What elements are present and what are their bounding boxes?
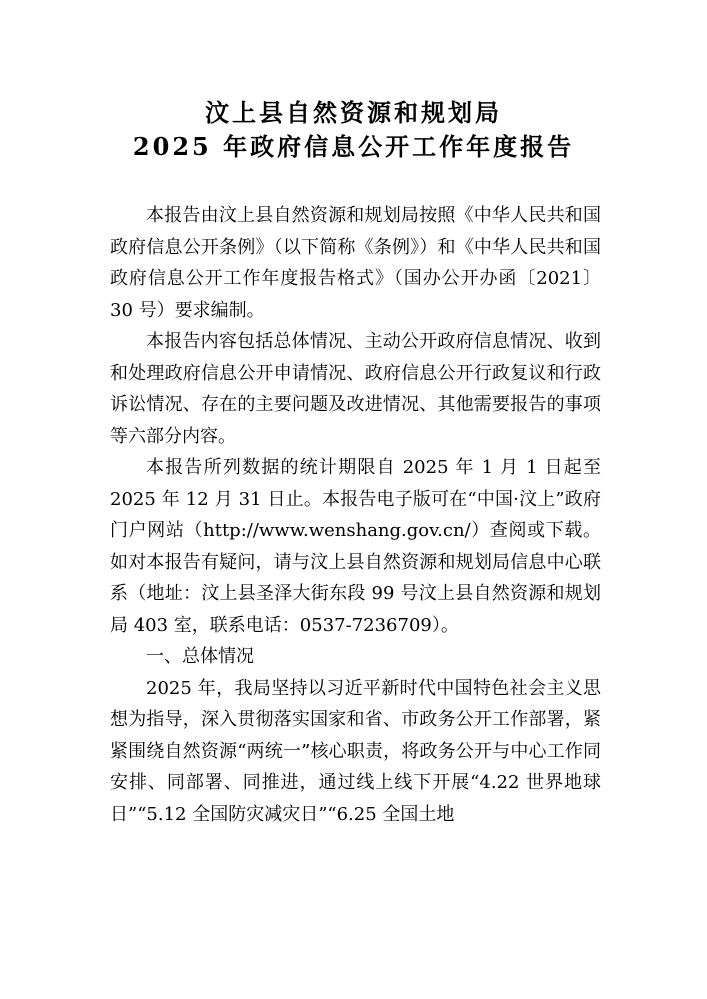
- report-body: [110, 200, 601, 830]
- intro-paragraph-1: 本报告由汶上县自然资源和规划局按照《中华人民共和国政府信息公开条例》（以下简称《条例》）和《中华人民共和国政府信息公开工作年度报告格式》（国办公开办函〔2021〕30 号）要求编制。: [110, 205, 601, 321]
- report-title-line2: 2025 年政府信息公开工作年度报告: [132, 132, 575, 161]
- section-heading-overview: 一、总体情况: [146, 646, 254, 667]
- section-overview-paragraph: 2025 年，我局坚持以习近平新时代中国特色社会主义思想为指导，深入贯彻落实国家和省、市政务公开工作部署，紧紧围绕自然资源“两统一”核心职责，将政务公开与中心工作同安排、同部署、同推进，通过线上线下开展“4.22 世界地球日”“5.12 全国防灾减灾日”“6.25 全国土地: [110, 677, 601, 825]
- report-title-line1: 汶上县自然资源和规划局: [205, 98, 502, 127]
- intro-paragraph-3: 本报告所列数据的统计期限自 2025 年 1 月 1 日起至 2025 年 12 月 31 日止。本报告电子版可在“中国·汶上”政府门户网站（http://www.wenshang.gov.cn/）查阅或下载。如对本报告有疑问，请与汶上县自然资源和规划局信息中心联系（地址：汶上县圣泽大街东段 99 号汶上县自然资源和规划局 403 室，联系电话：0537-7236709）。: [110, 457, 601, 636]
- intro-paragraph-2: 本报告内容包括总体情况、主动公开政府信息情况、收到和处理政府信息公开申请情况、政府信息公开行政复议和行政诉讼情况、存在的主要问题及改进情况、其他需要报告的事项等六部分内容。: [110, 331, 601, 447]
